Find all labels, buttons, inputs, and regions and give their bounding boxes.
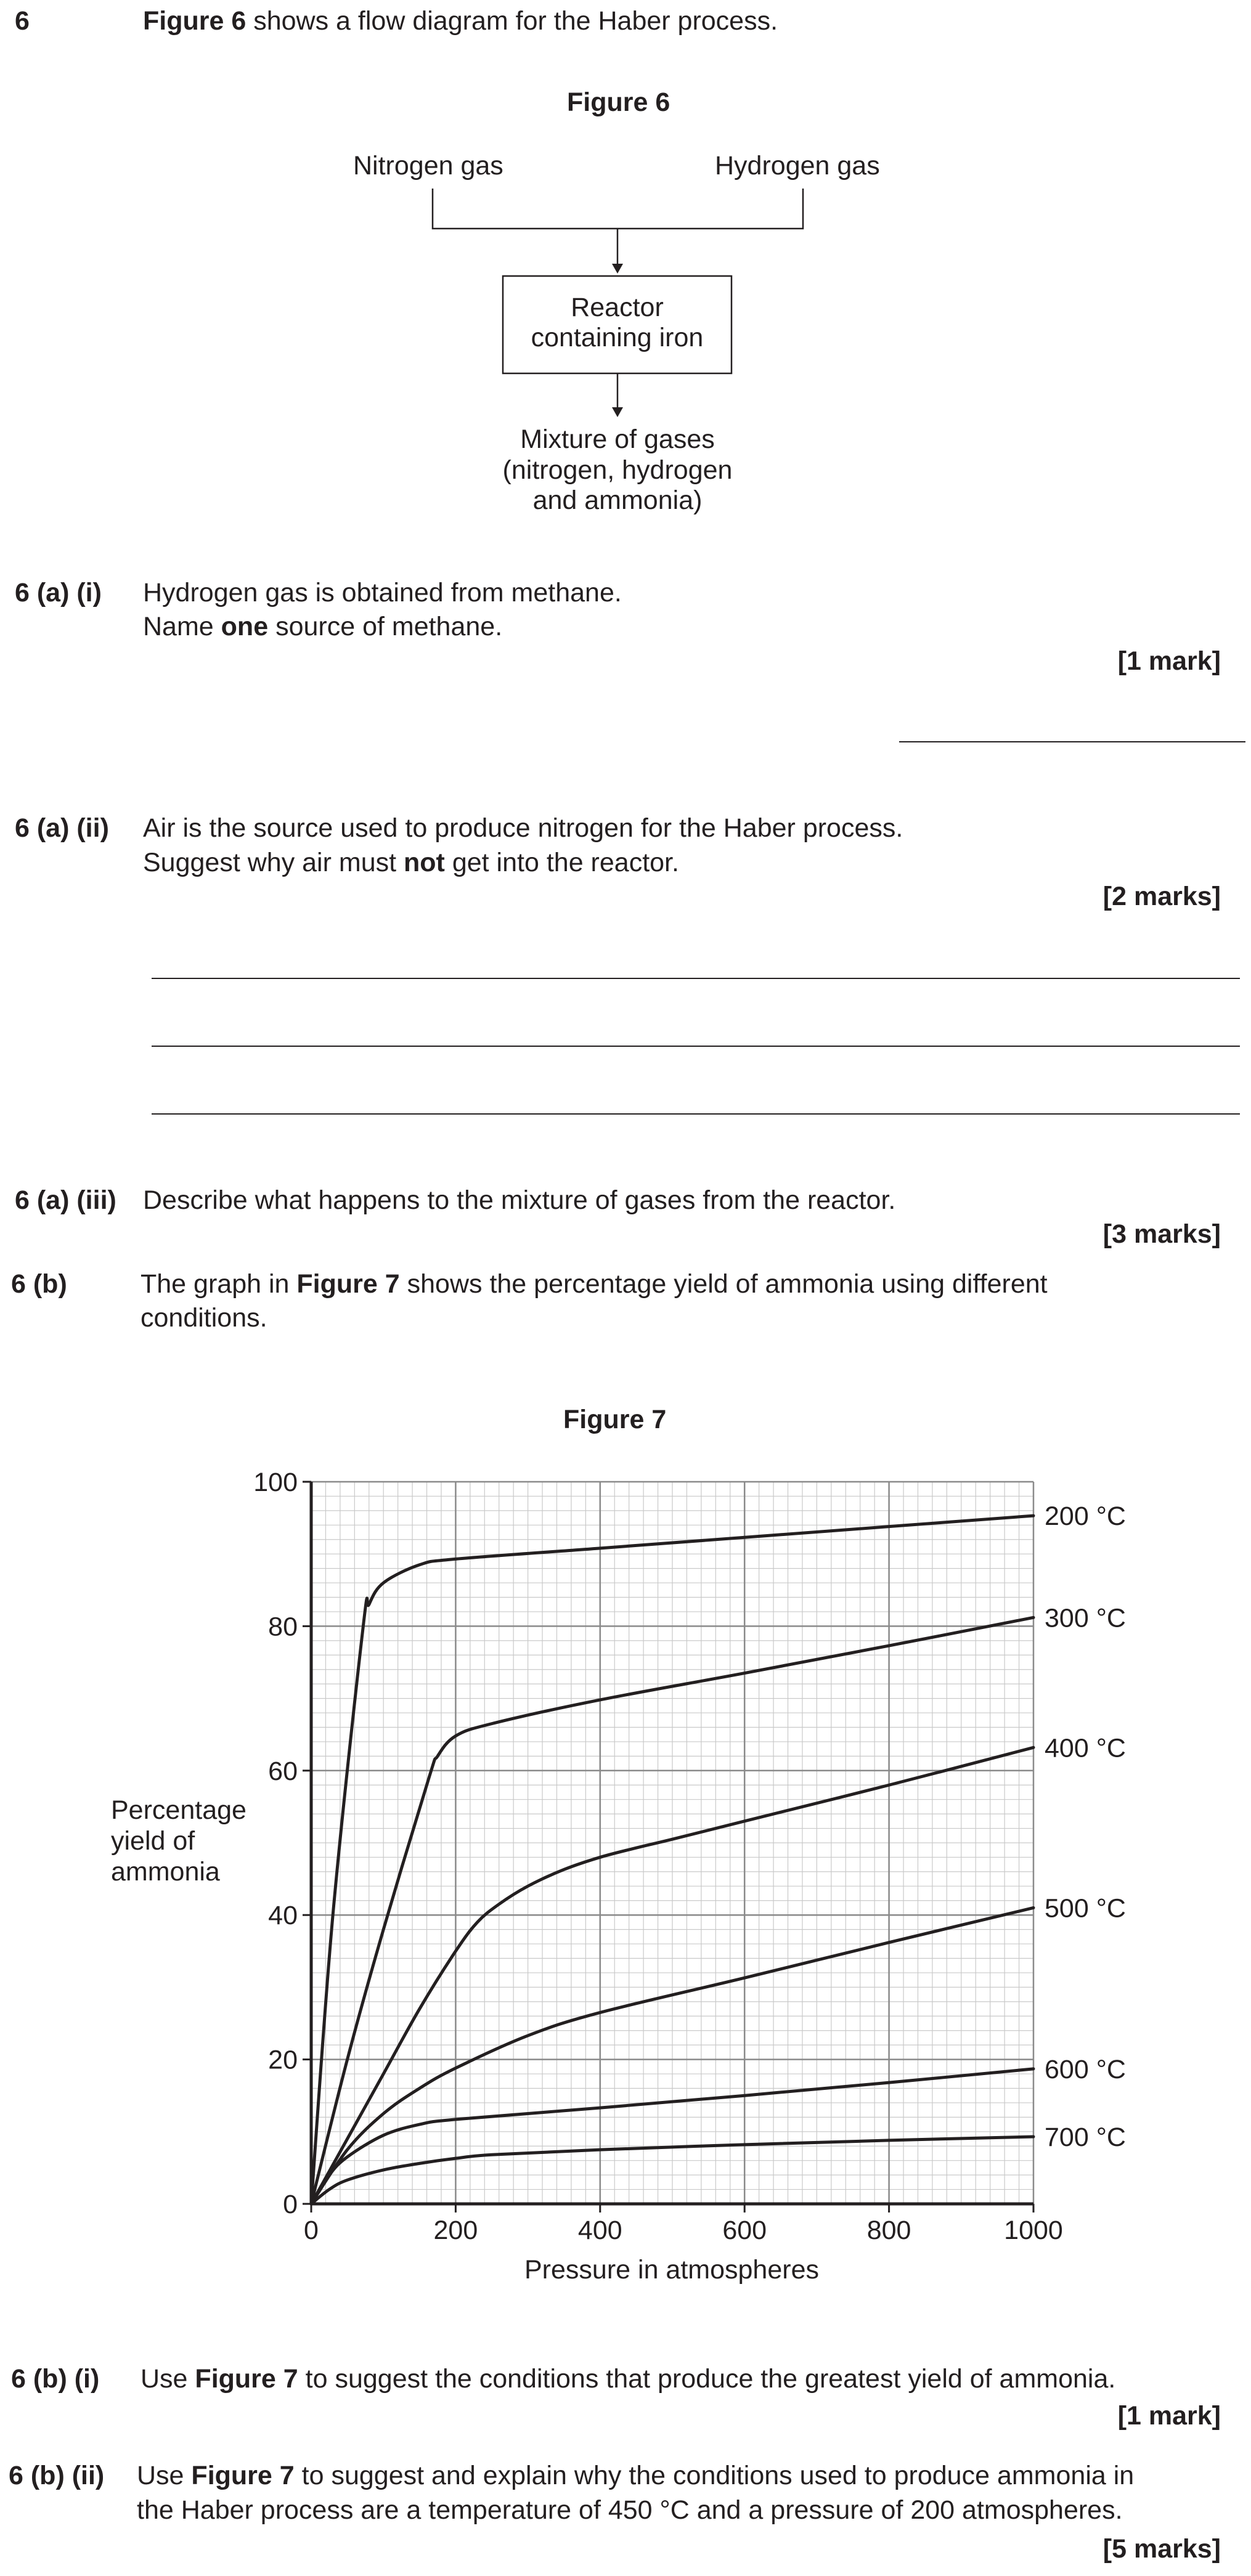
- figure-7-title: Figure 7: [563, 1405, 667, 1434]
- question-6aiii-label: 6 (a) (iii): [15, 1185, 116, 1215]
- question-6ai-marks: [1 mark]: [1117, 646, 1221, 676]
- chart-y-axis-label: [111, 1795, 247, 1887]
- series-label-1: 200 °C: [1045, 1501, 1126, 1532]
- y-tick-label: 20: [268, 2045, 298, 2075]
- y-axis-label-line: yield of: [111, 1826, 195, 1856]
- x-tick-label: 1000: [1004, 2216, 1063, 2245]
- answer-line-6aii-2[interactable]: [152, 1046, 1240, 1047]
- x-tick-label: 400: [577, 2216, 622, 2245]
- question-6aii-marks: [2 marks]: [1102, 882, 1221, 911]
- chart-x-axis-label: Pressure in atmospheres: [524, 2255, 819, 2285]
- q6bii-bold: Figure 7: [191, 2461, 295, 2490]
- question-number: 6: [15, 6, 30, 36]
- question-6aii-line2: [143, 850, 679, 876]
- q6aii-line2-post: get into the reactor.: [452, 848, 679, 877]
- series-label-6: 700 °C: [1045, 2123, 1126, 2153]
- question-6aiii-text: Describe what happens to the mixture of gases from the reactor.: [143, 1185, 896, 1215]
- series-label-5: 600 °C: [1045, 2054, 1126, 2084]
- question-6aii-line1: Air is the source used to produce nitrogen for the Haber process.: [143, 813, 903, 843]
- answer-line-6aii-3[interactable]: [152, 1113, 1240, 1115]
- y-axis-label-line: ammonia: [111, 1857, 220, 1887]
- q6aii-line2-pre: Suggest why air must: [143, 848, 397, 877]
- question-6ai-line2: [143, 614, 502, 640]
- arrow-head-to-mixture: [612, 407, 623, 417]
- x-tick-label: 800: [866, 2216, 911, 2245]
- flow-connector-lines: [433, 189, 803, 229]
- y-tick-label: 80: [268, 1612, 298, 1642]
- question-6bi-line1: [141, 2366, 1115, 2392]
- question-6bi-label: 6 (b) (i): [11, 2364, 100, 2394]
- chart-series-labels: [1045, 1501, 1126, 2152]
- question-6bii-label: 6 (b) (ii): [9, 2461, 105, 2490]
- y-tick-label: 0: [283, 2190, 298, 2219]
- series-label-2: 300 °C: [1045, 1603, 1126, 1633]
- x-tick-label: 200: [433, 2216, 478, 2245]
- reactor-label-line1: Reactor: [571, 293, 664, 322]
- arrow-head-to-reactor: [612, 264, 623, 274]
- chart-minor-grid: [311, 1482, 1033, 2204]
- y-axis-label-line: Percentage: [111, 1795, 247, 1825]
- question-6aiii-marks: [3 marks]: [1102, 1219, 1221, 1249]
- hydrogen-gas-label: Hydrogen gas: [715, 151, 880, 181]
- q6b-line1-pre: The graph in: [141, 1269, 290, 1299]
- q6bi-post: to suggest the conditions that produce the greatest yield of ammonia.: [305, 2364, 1116, 2394]
- question-6bii-line2: the Haber process are a temperature of 450 °C and a pressure of 200 atmospheres.: [137, 2495, 1123, 2525]
- intro-text: shows a flow diagram for the Haber process.: [253, 6, 778, 36]
- q6bii-post: to suggest and explain why the conditions used to produce ammonia in: [301, 2461, 1135, 2490]
- series-label-3: 400 °C: [1045, 1733, 1126, 1763]
- q6ai-line2-pre: Name: [143, 612, 214, 641]
- question-6b-line2: conditions.: [141, 1303, 267, 1333]
- q6ai-line2-bold: one: [221, 612, 269, 641]
- question-6aii-label: 6 (a) (ii): [15, 813, 109, 843]
- question-6ai-label: 6 (a) (i): [15, 578, 102, 607]
- y-tick-label: 100: [253, 1468, 298, 1497]
- mixture-label-line2: (nitrogen, hydrogen: [502, 455, 733, 485]
- q6b-line1-post: shows the percentage yield of ammonia using different: [407, 1269, 1048, 1299]
- mixture-label-line3: and ammonia): [532, 486, 703, 515]
- answer-line-6ai[interactable]: [899, 741, 1245, 742]
- q6b-line1-bold: Figure 7: [296, 1269, 400, 1299]
- question-6b-label: 6 (b): [11, 1269, 67, 1299]
- q6aii-line2-bold: not: [404, 848, 445, 877]
- question-6b-line1: [141, 1271, 1048, 1298]
- question-6ai-line1: Hydrogen gas is obtained from methane.: [143, 578, 622, 607]
- figure-7-chart: [0, 1448, 1251, 2310]
- x-tick-label: 0: [304, 2216, 319, 2245]
- question-6bii-line1: [137, 2463, 1134, 2489]
- figure-6-title: Figure 6: [567, 87, 670, 117]
- reactor-label-line2: containing iron: [531, 323, 704, 352]
- y-tick-label: 60: [268, 1756, 298, 1786]
- intro-figure-ref: Figure 6: [143, 6, 247, 36]
- answer-line-6aii-1[interactable]: [152, 978, 1240, 979]
- q6bi-pre: Use: [141, 2364, 188, 2394]
- q6bii-pre: Use: [137, 2461, 184, 2490]
- q6ai-line2-post: source of methane.: [275, 612, 503, 641]
- nitrogen-gas-label: Nitrogen gas: [353, 151, 503, 181]
- series-label-4: 500 °C: [1045, 1893, 1126, 1924]
- question-6bii-marks: [5 marks]: [1102, 2534, 1221, 2564]
- q6bi-bold: Figure 7: [195, 2364, 298, 2394]
- figure-6-flow-diagram: [0, 0, 1251, 431]
- mixture-label-line1: Mixture of gases: [520, 425, 715, 454]
- y-tick-label: 40: [268, 1901, 298, 1931]
- question-6bi-marks: [1 mark]: [1117, 2401, 1221, 2431]
- x-tick-label: 600: [722, 2216, 767, 2245]
